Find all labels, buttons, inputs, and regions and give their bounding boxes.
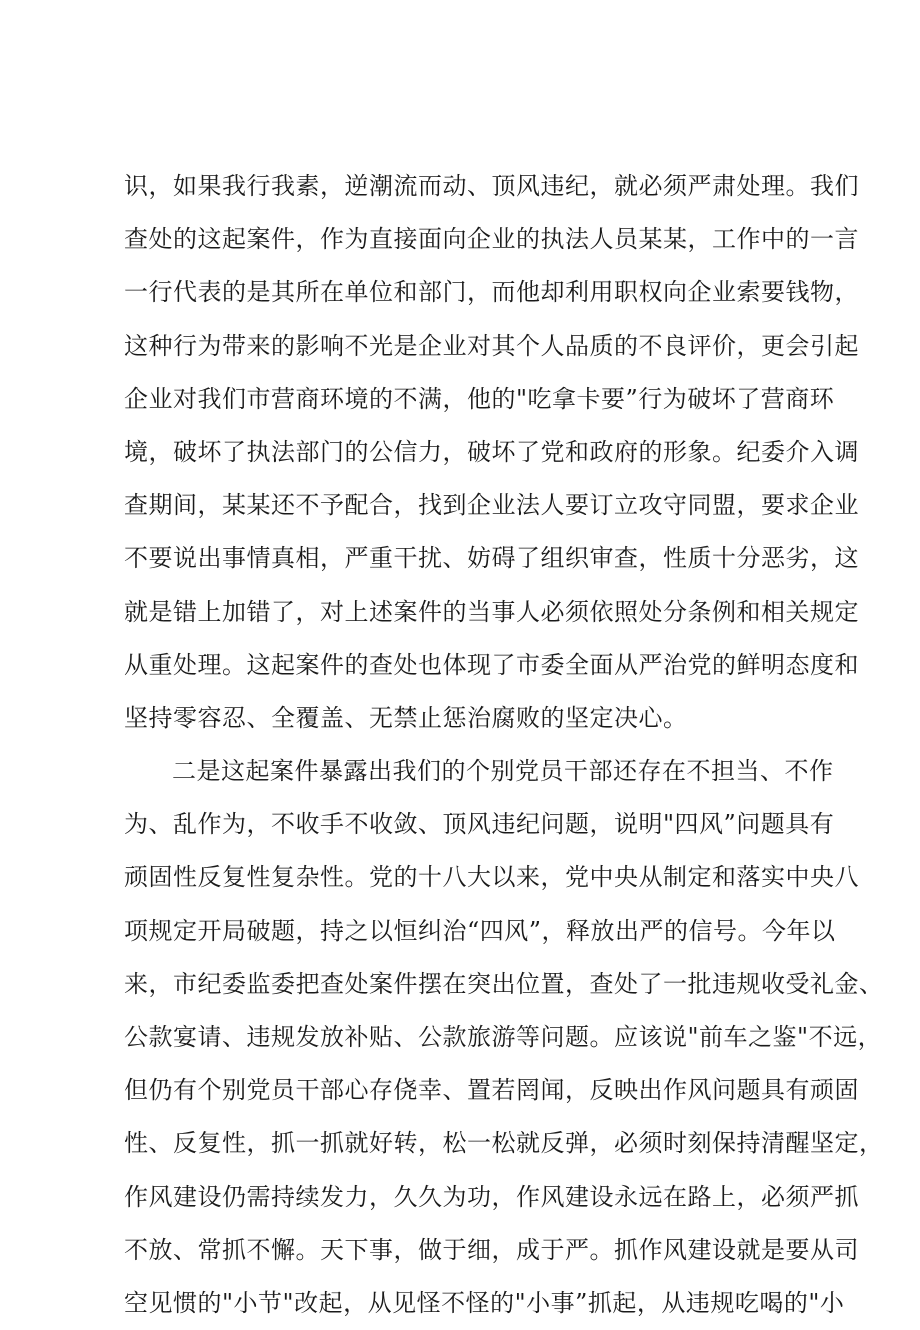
- text-line: 坚持零容忍、全覆盖、无禁止惩治腐败的坚定决心。: [124, 703, 688, 732]
- text-line: 公款宴请、违规发放补贴、公款旅游等问题。应该说"前车之鉴"不远，: [124, 1023, 883, 1051]
- text-line: 但仍有个别党员干部心存侥幸、置若罔闻，反映出作风问题具有顽固: [124, 1076, 859, 1105]
- text-line: 二是这起案件暴露出我们的个别党员干部还存在不担当、不作: [172, 757, 834, 786]
- paragraph-2: [124, 745, 884, 1330]
- text-line: 不要说出事情真相，严重干扰、妨碍了组织审查，性质十分恶劣，这: [124, 544, 859, 573]
- text-line: 作风建设仍需持续发力，久久为功，作风建设永远在路上，必须严抓: [124, 1182, 859, 1211]
- text-line: 一行代表的是其所在单位和部门，而他却利用职权向企业索要钱物，: [124, 278, 859, 307]
- text-line: 不放、常抓不懈。天下事，做于细，成于严。抓作风建设就是要从司: [124, 1235, 859, 1264]
- text-line: 来，市纪委监委把查处案件摆在突出位置，查处了一批违规收受礼金、: [124, 969, 884, 998]
- text-line: 为、乱作为，不收手不收敛、顶风违纪问题，说明"四风”问题具有: [124, 810, 835, 839]
- text-line: 就是错上加错了，对上述案件的当事人必须依照处分条例和相关规定: [124, 597, 859, 626]
- paragraph-1: [124, 160, 859, 745]
- text-line: 顽固性反复性复杂性。党的十八大以来，党中央从制定和落实中央八: [124, 863, 859, 892]
- text-line: 从重处理。这起案件的查处也体现了市委全面从严治党的鲜明态度和: [124, 650, 859, 679]
- text-line: 企业对我们市营商环境的不满，他的"吃拿卡要”行为破坏了营商环: [124, 384, 835, 413]
- text-line: 这种行为带来的影响不光是企业对其个人品质的不良评价，更会引起: [124, 331, 859, 360]
- text-line: 查处的这起案件，作为直接面向企业的执法人员某某，工作中的一言: [124, 225, 859, 254]
- body-text: [124, 160, 884, 1330]
- text-line: 性、反复性，抓一抓就好转，松一松就反弹，必须时刻保持清醒坚定，: [124, 1129, 884, 1158]
- text-line: 空见惯的"小节"改起，从见怪不怪的"小事”抓起，从违规吃喝的"小: [124, 1288, 845, 1317]
- text-line: 查期间，某某还不予配合，找到企业法人要订立攻守同盟，要求企业: [124, 491, 859, 520]
- text-line: 境，破坏了执法部门的公信力，破坏了党和政府的形象。纪委介入调: [124, 437, 859, 466]
- text-line: 识，如果我行我素，逆潮流而动、顶风违纪，就必须严肃处理。我们: [124, 172, 859, 200]
- text-line: 项规定开局破题，持之以恒纠治“四风”，释放出严的信号。今年以: [124, 916, 836, 945]
